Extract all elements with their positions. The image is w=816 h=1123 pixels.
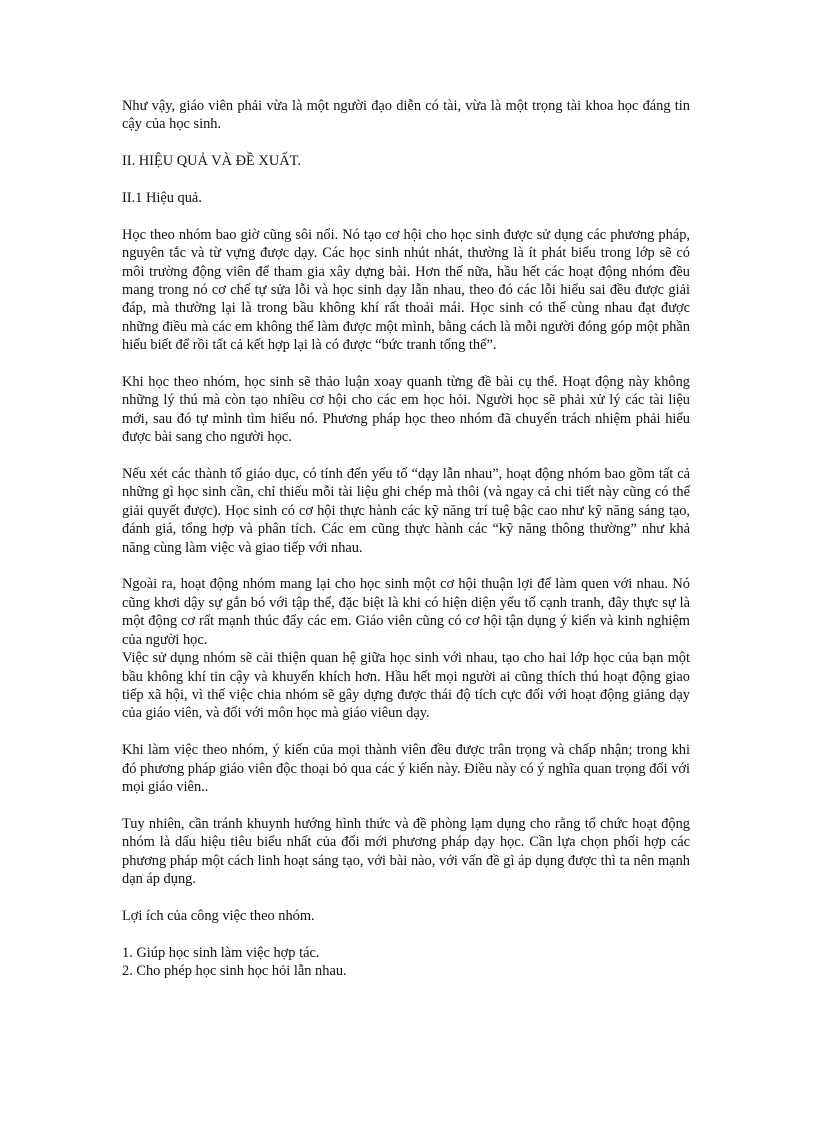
list-item: 1. Giúp học sinh làm việc hợp tác. [122, 944, 320, 961]
subsection-heading: II.1 Hiệu quả. [122, 190, 202, 206]
paragraph-4: Ngoài ra, hoạt động nhóm mang lại cho học sinh một cơ hội thuận lợi để làm quen với nhau. Nó cũng khơi dậy sự gắn bó với tập thể, đặc biệt là khi có hiện diện yếu tố cạnh tranh, đây thực sự là một động cơ rất mạnh thúc đẩy các em. Giáo viên cũng có cơ hội tận dụng ý kiến và kinh nghiệm của người học. [122, 576, 690, 648]
paragraph-6: Khi làm việc theo nhóm, ý kiến của mọi thành viên đều được trân trọng và chấp nhận; trong khi đó phương pháp giáo viên độc thoại bỏ qua các ý kiến này. Điều này có ý nghĩa quan trọng đối với mọi giáo viên.. [122, 742, 690, 795]
paragraph-2: Khi học theo nhóm, học sinh sẽ thảo luận xoay quanh từng đề bài cụ thể. Hoạt động này không những lý thú mà còn tạo nhiều cơ hội cho các em học hỏi. Người học sẽ phải xử lý các tài liệu mới, sau đó tự mình tìm hiểu nó. Phương pháp học theo nhóm đã chuyển trách nhiệm phải hiểu được bài sang cho người học. [122, 374, 690, 446]
paragraph-3: Nếu xét các thành tố giáo dục, có tính đến yếu tố “dạy lẫn nhau”, hoạt động nhóm bao gồm tất cả những gì học sinh cần, chỉ thiếu mỗi tài liệu ghi chép mà thôi (và ngay cả chi tiết này cũng có thể giải quyết được). Học sinh có cơ hội thực hành các kỹ năng trí tuệ bậc cao như kỹ năng sáng tạo, đánh giá, tổng hợp và phân tích. Các em cũng thực hành các “kỹ năng thông thường” như khả năng cùng làm việc và giao tiếp với nhau. [122, 466, 690, 556]
paragraph-7: Tuy nhiên, cần tránh khuynh hướng hình thức và đề phòng lạm dụng cho rằng tổ chức hoạt động nhóm là dấu hiệu tiêu biểu nhất của đổi mới phương pháp dạy học. Cần lựa chọn phối hợp các phương pháp một cách linh hoạt sáng tạo, với bài nào, với vấn đề gì áp dụng được thì ta nên mạnh dạn áp dụng. [122, 815, 690, 887]
paragraph-8: Lợi ích của công việc theo nhóm. [122, 907, 315, 924]
section-heading: II. HIỆU QUẢ VÀ ĐỀ XUẤT. [122, 153, 301, 170]
paragraph-1: Học theo nhóm bao giờ cũng sôi nổi. Nó tạo cơ hội cho học sinh được sử dụng các phương pháp, nguyên tắc và từ vựng được dạy. Các học sinh nhút nhát, thường là ít phát biểu trong lớp sẽ có môi trường động viên để tham gia xây dựng bài. Hơn thế nữa, hầu hết các hoạt động nhóm đều mang trong nó cơ chế tự sửa lỗi và học sinh dạy lẫn nhau, theo đó các lỗi hiểu sai đều được giải đáp, mà thường lại là trong bầu không khí rất thoải mái. Học sinh có thể cùng nhau đạt được những điều mà các em không thể làm được một mình, bằng cách là mỗi người đóng góp một phần hiểu biết để rồi tất cả kết hợp lại là có được “bức tranh tổng thể”. [122, 226, 690, 354]
paragraph-5: Việc sử dụng nhóm sẽ cải thiện quan hệ giữa học sinh với nhau, tạo cho hai lớp học của bạn một bầu không khí tin cậy và khuyến khích hơn. Hầu hết mọi người ai cũng thích thú hoạt động giao tiếp xã hội, vì thế việc chia nhóm sẽ gây dựng được thái độ tích cực đối với hoạt động giảng dạy của giáo viên, và đối với môn học mà giáo viêun dạy. [122, 650, 690, 722]
list-item: 2. Cho phép học sinh học hỏi lẫn nhau. [122, 962, 347, 979]
document-page [122, 97, 690, 980]
intro-paragraph: Như vậy, giáo viên phải vừa là một người đạo diễn có tài, vừa là một trọng tài khoa học đáng tin cậy của học sinh. [122, 98, 690, 133]
